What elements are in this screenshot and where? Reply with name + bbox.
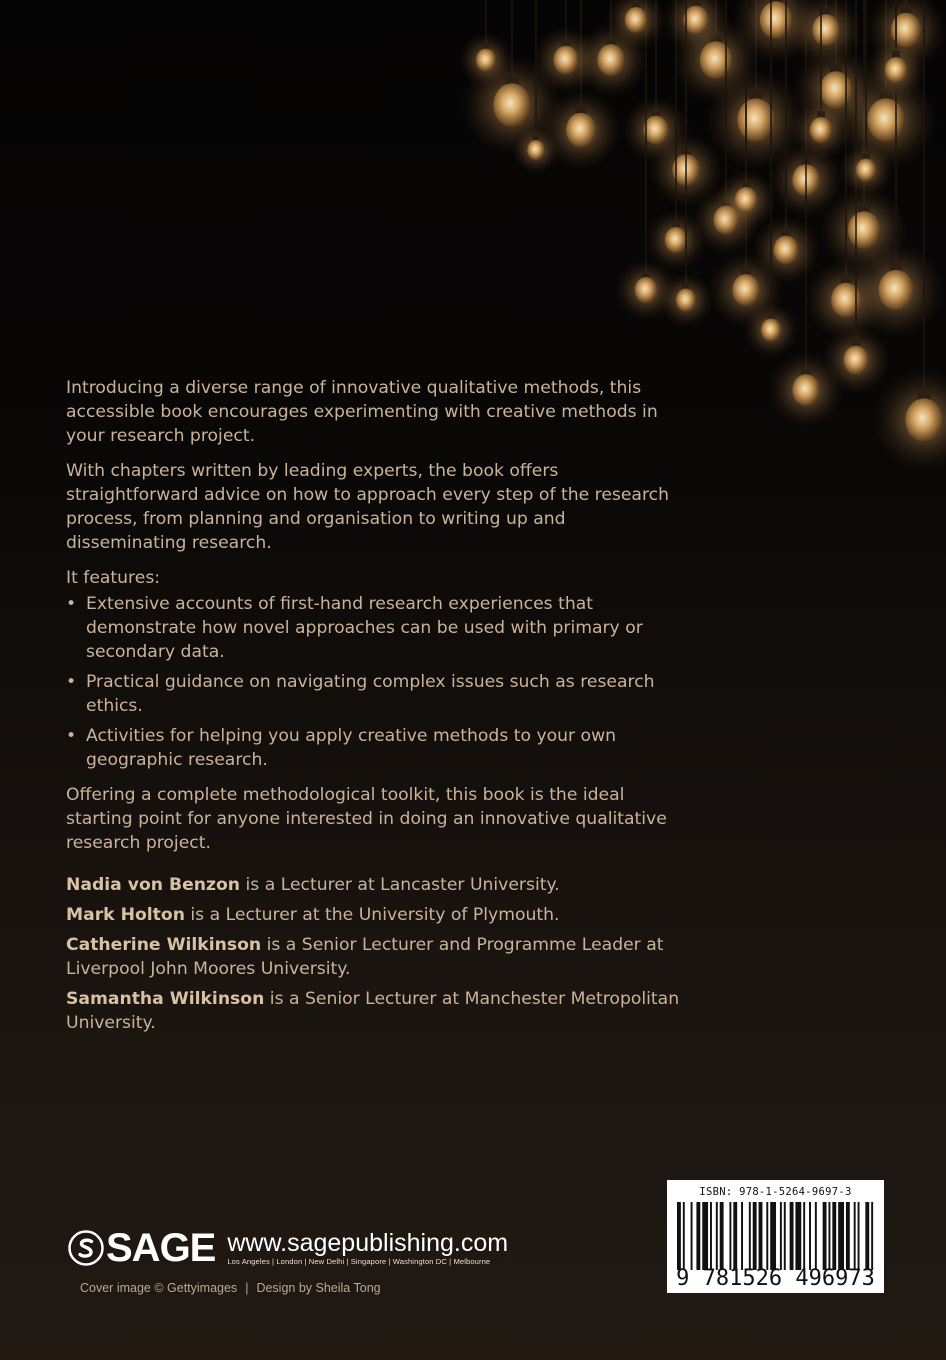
publisher-url[interactable]: www.sagepublishing.com [227,1229,509,1257]
features-heading: It features: [66,568,161,588]
image-credits [80,1281,381,1295]
closing-paragraph: Offering a complete methodological toolkit, this book is the ideal starting point for anyone interested in doing an innovative qualitative research project. [66,785,667,853]
author-bio [66,873,686,897]
intro-paragraph: Introducing a diverse range of innovative qualitative methods, this accessible book encourages experimenting with creative methods in your research project. [66,378,658,446]
cover-image-credit: Cover image © Gettyimages [80,1281,238,1295]
list-item: • Extensive accounts of first-hand research experiences that demonstrate how novel approaches can be used with primary or secondary data. [66,592,686,664]
isbn-label: ISBN: 978-1-5264-9697-3 [699,1186,852,1198]
chapters-paragraph: With chapters written by leading experts, the book offers straightforward advice on how to approach every step of the research process, from planning and organisation to writing up and disseminating research. [66,461,669,553]
credit-separator: | [245,1281,249,1295]
author-name: Nadia von Benzon [66,875,241,895]
author-name: Catherine Wilkinson [66,935,262,955]
author-bio [66,903,686,927]
sage-logo-icon [68,1230,104,1266]
isbn-barcode [667,1180,884,1293]
author-affiliation: is a Lecturer at Lancaster University. [240,875,560,895]
author-name: Mark Holton [66,905,185,925]
author-bio [66,987,686,1035]
publisher-cities: Los Angeles | London | New Delhi | Singapore | Washington DC | Melbourne [227,1257,491,1266]
author-affiliation: is a Lecturer at the University of Plymouth. [184,905,560,925]
list-item: • Activities for helping you apply creative methods to your own geographic research. [66,724,686,772]
book-description [66,376,686,866]
author-affiliation: is a Senior Lecturer and Programme Leader at Liverpool John Moores University. [66,935,664,979]
list-item: • Practical guidance on navigating complex issues such as research ethics. [66,670,686,718]
barcode-number: 9 781526 496973 [676,1266,875,1291]
publisher-logo [68,1226,508,1270]
features-list [66,592,686,772]
author-bios [66,873,686,1041]
author-name: Samantha Wilkinson [66,989,265,1009]
design-credit: Design by Sheila Tong [256,1281,381,1295]
author-bio [66,933,686,981]
author-affiliation: is a Senior Lecturer at Manchester Metropolitan University. [66,989,680,1033]
barcode-bars [677,1202,877,1270]
publisher-name: SAGE [106,1226,216,1270]
